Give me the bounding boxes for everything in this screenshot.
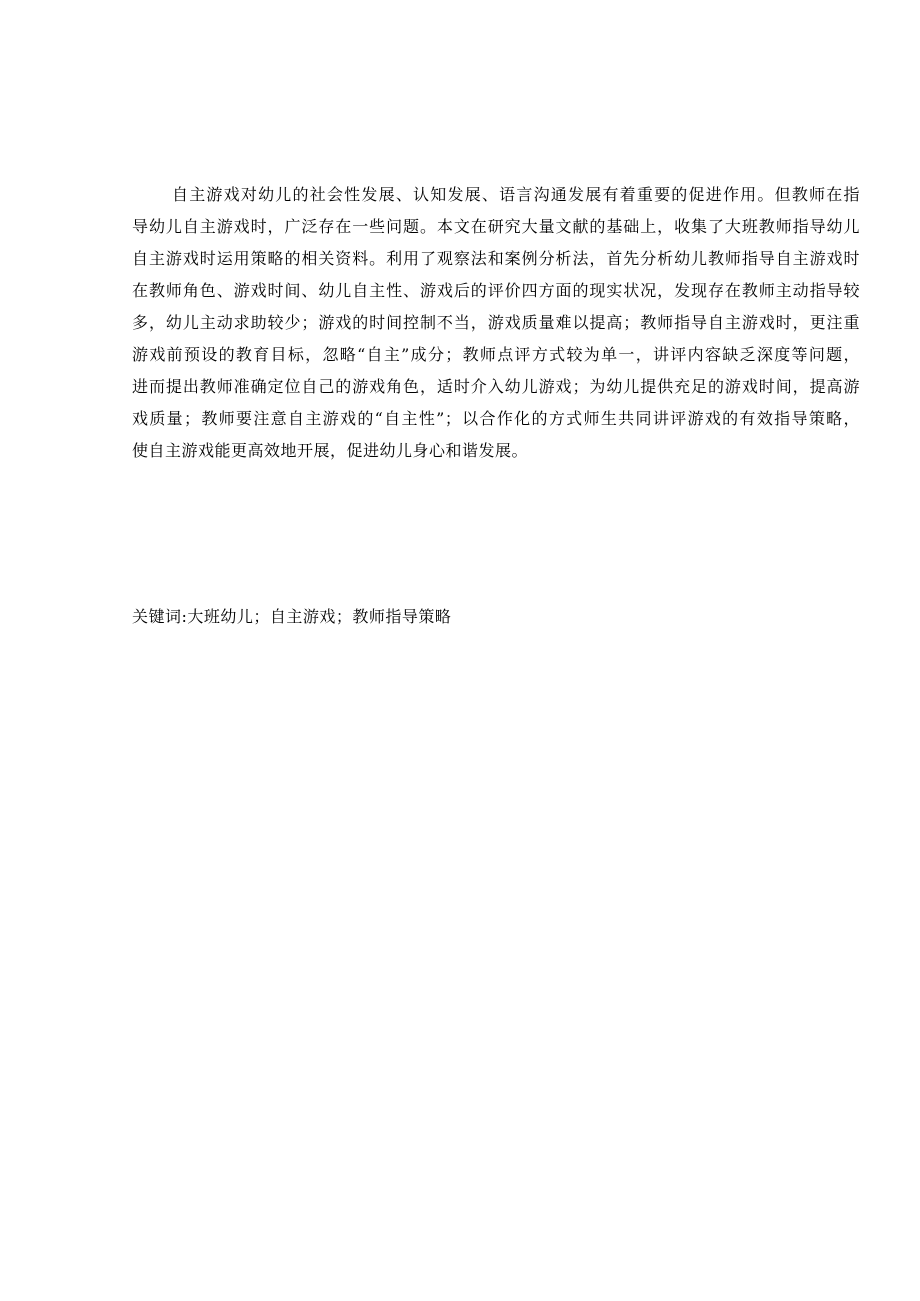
abstract-paragraph (132, 179, 860, 467)
abstract-line: 进而提出教师准确定位自己的游戏角色，适时介入幼儿游戏；为幼儿提供充足的游戏时间，提高游 (132, 377, 860, 396)
abstract-line: 自主游戏时运用策略的相关资料。利用了观察法和案例分析法，首先分析幼儿教师指导自主游戏时 (132, 249, 860, 268)
abstract-line: 导幼儿自主游戏时，广泛存在一些问题。本文在研究大量文献的基础上，收集了大班教师指导幼儿 (132, 217, 860, 236)
abstract-line: 多，幼儿主动求助较少；游戏的时间控制不当，游戏质量难以提高；教师指导自主游戏时，更注重 (132, 313, 860, 332)
keywords-line: 关键词:大班幼儿；自主游戏；教师指导策略 (132, 607, 452, 626)
abstract-line: 自主游戏对幼儿的社会性发展、认知发展、语言沟通发展有着重要的促进作用。但教师在指 (172, 185, 860, 204)
abstract-line: 游戏前预设的教育目标，忽略“自主”成分；教师点评方式较为单一，讲评内容缺乏深度等问题， (132, 345, 860, 364)
abstract-line: 使自主游戏能更高效地开展，促进幼儿身心和谐发展。 (132, 441, 529, 460)
abstract-line: 戏质量；教师要注意自主游戏的“自主性”；以合作化的方式师生共同讲评游戏的有效指导策略， (132, 409, 860, 428)
abstract-line: 在教师角色、游戏时间、幼儿自主性、游戏后的评价四方面的现实状况，发现存在教师主动指导较 (132, 281, 860, 300)
